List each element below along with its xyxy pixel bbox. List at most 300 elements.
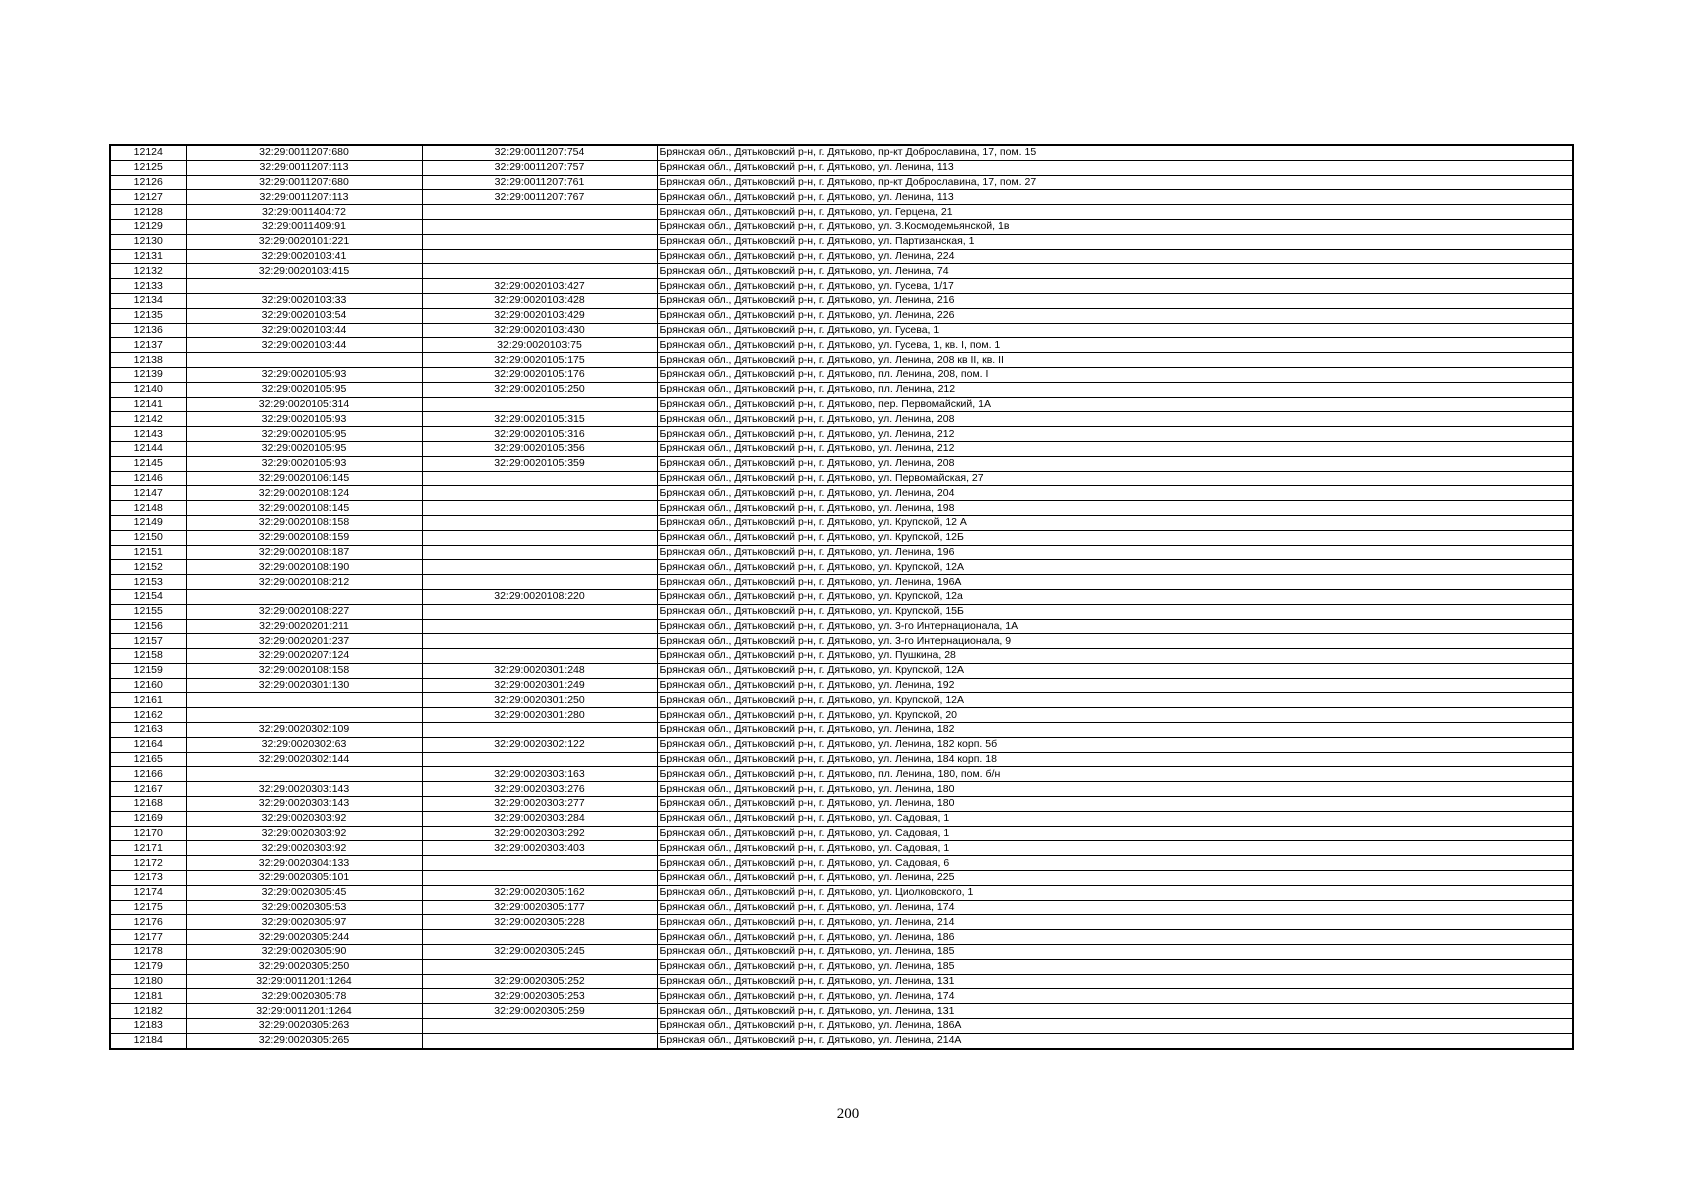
address-cell: Брянская обл., Дятьковский р-н, г. Дятьково, ул. Крупской, 12А	[657, 693, 1573, 708]
table-row	[110, 279, 1573, 294]
cadastral-number-cell: 32:29:0020108:158	[186, 515, 422, 530]
address-cell: Брянская обл., Дятьковский р-н, г. Дятьково, ул. Ленина, 192	[657, 678, 1573, 693]
address-cell: Брянская обл., Дятьковский р-н, г. Дятьково, ул. Ленина, 225	[657, 871, 1573, 886]
address-cell: Брянская обл., Дятьковский р-н, г. Дятьково, ул. Ленина, 131	[657, 1004, 1573, 1019]
address-cell: Брянская обл., Дятьковский р-н, г. Дятьково, ул. Ленина, 182	[657, 723, 1573, 738]
cadastral-number-cell: 32:29:0020101:221	[186, 234, 422, 249]
linked-cadastral-number-cell	[422, 560, 657, 575]
linked-cadastral-number-cell	[422, 249, 657, 264]
table-row	[110, 293, 1573, 308]
cadastral-number-cell	[186, 693, 422, 708]
linked-cadastral-number-cell	[422, 397, 657, 412]
table-row	[110, 737, 1573, 752]
linked-cadastral-number-cell	[422, 575, 657, 590]
cadastral-number-cell: 32:29:0020303:92	[186, 826, 422, 841]
cadastral-number-cell: 32:29:0020108:212	[186, 575, 422, 590]
registry-table-body	[110, 145, 1573, 1049]
address-cell: Брянская обл., Дятьковский р-н, г. Дятьково, ул. Ленина, 224	[657, 249, 1573, 264]
cadastral-number-cell: 32:29:0020103:33	[186, 293, 422, 308]
cadastral-number-cell: 32:29:0011409:91	[186, 219, 422, 234]
table-row	[110, 589, 1573, 604]
row-number-cell: 12160	[110, 678, 186, 693]
cadastral-number-cell: 32:29:0020201:211	[186, 619, 422, 634]
cadastral-number-cell: 32:29:0020303:143	[186, 782, 422, 797]
table-row	[110, 885, 1573, 900]
row-number-cell: 12151	[110, 545, 186, 560]
cadastral-number-cell: 32:29:0020103:415	[186, 264, 422, 279]
address-cell: Брянская обл., Дятьковский р-н, г. Дятьково, ул. Крупской, 12А	[657, 663, 1573, 678]
address-cell: Брянская обл., Дятьковский р-н, г. Дятьково, ул. Крупской, 15Б	[657, 604, 1573, 619]
address-cell: Брянская обл., Дятьковский р-н, г. Дятьково, ул. Ленина, 185	[657, 945, 1573, 960]
linked-cadastral-number-cell	[422, 634, 657, 649]
linked-cadastral-number-cell: 32:29:0020305:259	[422, 1004, 657, 1019]
address-cell: Брянская обл., Дятьковский р-н, г. Дятьково, пл. Ленина, 180, пом. б/н	[657, 767, 1573, 782]
cadastral-number-cell: 32:29:0020305:244	[186, 930, 422, 945]
row-number-cell: 12145	[110, 456, 186, 471]
row-number-cell: 12178	[110, 945, 186, 960]
cadastral-number-cell: 32:29:0020304:133	[186, 856, 422, 871]
address-cell: Брянская обл., Дятьковский р-н, г. Дятьково, ул. Первомайская, 27	[657, 471, 1573, 486]
row-number-cell: 12163	[110, 723, 186, 738]
table-row	[110, 530, 1573, 545]
table-row	[110, 856, 1573, 871]
address-cell: Брянская обл., Дятьковский р-н, г. Дятьково, ул. Ленина, 174	[657, 989, 1573, 1004]
address-cell: Брянская обл., Дятьковский р-н, г. Дятьково, ул. Партизанская, 1	[657, 234, 1573, 249]
address-cell: Брянская обл., Дятьковский р-н, г. Дятьково, ул. Ленина, 196	[657, 545, 1573, 560]
linked-cadastral-number-cell: 32:29:0020303:163	[422, 767, 657, 782]
table-row	[110, 575, 1573, 590]
address-cell: Брянская обл., Дятьковский р-н, г. Дятьково, ул. Ленина, 212	[657, 427, 1573, 442]
cadastral-number-cell: 32:29:0020303:143	[186, 797, 422, 812]
linked-cadastral-number-cell: 32:29:0020105:356	[422, 441, 657, 456]
row-number-cell: 12124	[110, 145, 186, 160]
table-row	[110, 412, 1573, 427]
cadastral-number-cell: 32:29:0020105:95	[186, 382, 422, 397]
cadastral-number-cell: 32:29:0011201:1264	[186, 974, 422, 989]
row-number-cell: 12128	[110, 205, 186, 220]
address-cell: Брянская обл., Дятьковский р-н, г. Дятьково, ул. Ленина, 185	[657, 959, 1573, 974]
row-number-cell: 12133	[110, 279, 186, 294]
table-row	[110, 219, 1573, 234]
address-cell: Брянская обл., Дятьковский р-н, г. Дятьково, ул. Гусева, 1, кв. I, пом. 1	[657, 338, 1573, 353]
address-cell: Брянская обл., Дятьковский р-н, г. Дятьково, ул. Крупской, 12Б	[657, 530, 1573, 545]
linked-cadastral-number-cell	[422, 930, 657, 945]
address-cell: Брянская обл., Дятьковский р-н, г. Дятьково, ул. З.Космодемьянской, 1в	[657, 219, 1573, 234]
row-number-cell: 12168	[110, 797, 186, 812]
address-cell: Брянская обл., Дятьковский р-н, г. Дятьково, ул. Ленина, 214А	[657, 1033, 1573, 1048]
row-number-cell: 12146	[110, 471, 186, 486]
cadastral-number-cell: 32:29:0020103:44	[186, 338, 422, 353]
address-cell: Брянская обл., Дятьковский р-н, г. Дятьково, ул. 3-го Интернационала, 9	[657, 634, 1573, 649]
address-cell: Брянская обл., Дятьковский р-н, г. Дятьково, пр-кт Доброславина, 17, пом. 15	[657, 145, 1573, 160]
address-cell: Брянская обл., Дятьковский р-н, г. Дятьково, ул. Ленина, 196А	[657, 575, 1573, 590]
row-number-cell: 12152	[110, 560, 186, 575]
linked-cadastral-number-cell: 32:29:0011207:754	[422, 145, 657, 160]
cadastral-number-cell: 32:29:0020305:250	[186, 959, 422, 974]
table-row	[110, 323, 1573, 338]
table-row	[110, 427, 1573, 442]
linked-cadastral-number-cell	[422, 1019, 657, 1034]
table-row	[110, 382, 1573, 397]
row-number-cell: 12129	[110, 219, 186, 234]
cadastral-number-cell: 32:29:0020108:158	[186, 663, 422, 678]
row-number-cell: 12139	[110, 367, 186, 382]
linked-cadastral-number-cell: 32:29:0011207:761	[422, 175, 657, 190]
address-cell: Брянская обл., Дятьковский р-н, г. Дятьково, ул. Крупской, 12а	[657, 589, 1573, 604]
address-cell: Брянская обл., Дятьковский р-н, г. Дятьково, ул. Садовая, 1	[657, 841, 1573, 856]
cadastral-number-cell: 32:29:0011201:1264	[186, 1004, 422, 1019]
row-number-cell: 12161	[110, 693, 186, 708]
linked-cadastral-number-cell	[422, 515, 657, 530]
address-cell: Брянская обл., Дятьковский р-н, г. Дятьково, ул. Крупской, 12 А	[657, 515, 1573, 530]
linked-cadastral-number-cell	[422, 545, 657, 560]
address-cell: Брянская обл., Дятьковский р-н, г. Дятьково, ул. Ленина, 74	[657, 264, 1573, 279]
table-row	[110, 811, 1573, 826]
linked-cadastral-number-cell: 32:29:0020108:220	[422, 589, 657, 604]
row-number-cell: 12143	[110, 427, 186, 442]
linked-cadastral-number-cell	[422, 871, 657, 886]
table-row	[110, 797, 1573, 812]
linked-cadastral-number-cell	[422, 205, 657, 220]
table-row	[110, 308, 1573, 323]
table-row	[110, 353, 1573, 368]
cadastral-number-cell	[186, 767, 422, 782]
table-row	[110, 190, 1573, 205]
linked-cadastral-number-cell	[422, 219, 657, 234]
cadastral-number-cell: 32:29:0020105:93	[186, 367, 422, 382]
table-row	[110, 145, 1573, 160]
row-number-cell: 12153	[110, 575, 186, 590]
address-cell: Брянская обл., Дятьковский р-н, г. Дятьково, ул. Ленина, 184 корп. 18	[657, 752, 1573, 767]
table-row	[110, 205, 1573, 220]
linked-cadastral-number-cell: 32:29:0020105:315	[422, 412, 657, 427]
cadastral-number-cell: 32:29:0020108:227	[186, 604, 422, 619]
cadastral-number-cell: 32:29:0020105:95	[186, 441, 422, 456]
row-number-cell: 12183	[110, 1019, 186, 1034]
cadastral-number-cell	[186, 353, 422, 368]
table-row	[110, 989, 1573, 1004]
cadastral-number-cell: 32:29:0011207:113	[186, 190, 422, 205]
row-number-cell: 12180	[110, 974, 186, 989]
linked-cadastral-number-cell	[422, 604, 657, 619]
cadastral-number-cell: 32:29:0011207:113	[186, 160, 422, 175]
cadastral-number-cell: 32:29:0020305:53	[186, 900, 422, 915]
table-row	[110, 1019, 1573, 1034]
cadastral-number-cell: 32:29:0020301:130	[186, 678, 422, 693]
address-cell: Брянская обл., Дятьковский р-н, г. Дятьково, ул. Ленина, 174	[657, 900, 1573, 915]
address-cell: Брянская обл., Дятьковский р-н, г. Дятьково, ул. Ленина, 216	[657, 293, 1573, 308]
row-number-cell: 12140	[110, 382, 186, 397]
address-cell: Брянская обл., Дятьковский р-н, г. Дятьково, пл. Ленина, 208, пом. I	[657, 367, 1573, 382]
cadastral-number-cell: 32:29:0020103:44	[186, 323, 422, 338]
row-number-cell: 12131	[110, 249, 186, 264]
row-number-cell: 12157	[110, 634, 186, 649]
cadastral-number-cell: 32:29:0020103:54	[186, 308, 422, 323]
cadastral-number-cell: 32:29:0020302:63	[186, 737, 422, 752]
cadastral-number-cell: 32:29:0020302:144	[186, 752, 422, 767]
row-number-cell: 12130	[110, 234, 186, 249]
row-number-cell: 12172	[110, 856, 186, 871]
table-row	[110, 367, 1573, 382]
table-row	[110, 693, 1573, 708]
linked-cadastral-number-cell: 32:29:0020105:250	[422, 382, 657, 397]
registry-table	[109, 144, 1574, 1050]
address-cell: Брянская обл., Дятьковский р-н, г. Дятьково, ул. Ленина, 182 корп. 5б	[657, 737, 1573, 752]
table-row	[110, 649, 1573, 664]
table-row	[110, 945, 1573, 960]
table-row	[110, 604, 1573, 619]
cadastral-number-cell	[186, 279, 422, 294]
cadastral-number-cell: 32:29:0020108:159	[186, 530, 422, 545]
linked-cadastral-number-cell: 32:29:0020303:277	[422, 797, 657, 812]
row-number-cell: 12125	[110, 160, 186, 175]
address-cell: Брянская обл., Дятьковский р-н, г. Дятьково, пр-кт Доброславина, 17, пом. 27	[657, 175, 1573, 190]
address-cell: Брянская обл., Дятьковский р-н, г. Дятьково, ул. Гусева, 1/17	[657, 279, 1573, 294]
row-number-cell: 12179	[110, 959, 186, 974]
cadastral-number-cell: 32:29:0020108:190	[186, 560, 422, 575]
cadastral-number-cell: 32:29:0020108:124	[186, 486, 422, 501]
linked-cadastral-number-cell	[422, 471, 657, 486]
table-row	[110, 234, 1573, 249]
table-row	[110, 723, 1573, 738]
address-cell: Брянская обл., Дятьковский р-н, г. Дятьково, ул. Ленина, 208 кв II, кв. II	[657, 353, 1573, 368]
table-row	[110, 441, 1573, 456]
linked-cadastral-number-cell: 32:29:0011207:767	[422, 190, 657, 205]
row-number-cell: 12144	[110, 441, 186, 456]
row-number-cell: 12159	[110, 663, 186, 678]
linked-cadastral-number-cell	[422, 856, 657, 871]
address-cell: Брянская обл., Дятьковский р-н, г. Дятьково, ул. 3-го Интернационала, 1А	[657, 619, 1573, 634]
table-row	[110, 915, 1573, 930]
row-number-cell: 12158	[110, 649, 186, 664]
row-number-cell: 12174	[110, 885, 186, 900]
cadastral-number-cell: 32:29:0020303:92	[186, 811, 422, 826]
row-number-cell: 12136	[110, 323, 186, 338]
row-number-cell: 12138	[110, 353, 186, 368]
address-cell: Брянская обл., Дятьковский р-н, г. Дятьково, пер. Первомайский, 1А	[657, 397, 1573, 412]
cadastral-number-cell: 32:29:0020302:109	[186, 723, 422, 738]
cadastral-number-cell: 32:29:0020108:187	[186, 545, 422, 560]
address-cell: Брянская обл., Дятьковский р-н, г. Дятьково, ул. Пушкина, 28	[657, 649, 1573, 664]
linked-cadastral-number-cell: 32:29:0020305:162	[422, 885, 657, 900]
table-row	[110, 1033, 1573, 1048]
linked-cadastral-number-cell: 32:29:0020103:75	[422, 338, 657, 353]
row-number-cell: 12137	[110, 338, 186, 353]
row-number-cell: 12177	[110, 930, 186, 945]
table-row	[110, 974, 1573, 989]
address-cell: Брянская обл., Дятьковский р-н, г. Дятьково, ул. Ленина, 226	[657, 308, 1573, 323]
row-number-cell: 12134	[110, 293, 186, 308]
address-cell: Брянская обл., Дятьковский р-н, г. Дятьково, ул. Садовая, 1	[657, 826, 1573, 841]
row-number-cell: 12181	[110, 989, 186, 1004]
address-cell: Брянская обл., Дятьковский р-н, г. Дятьково, ул. Ленина, 208	[657, 412, 1573, 427]
address-cell: Брянская обл., Дятьковский р-н, г. Дятьково, ул. Ленина, 204	[657, 486, 1573, 501]
address-cell: Брянская обл., Дятьковский р-н, г. Дятьково, ул. Гусева, 1	[657, 323, 1573, 338]
linked-cadastral-number-cell: 32:29:0020305:177	[422, 900, 657, 915]
cadastral-number-cell: 32:29:0020108:145	[186, 501, 422, 516]
page-number: 200	[836, 1106, 860, 1122]
row-number-cell: 12150	[110, 530, 186, 545]
cadastral-number-cell: 32:29:0020105:93	[186, 456, 422, 471]
row-number-cell: 12164	[110, 737, 186, 752]
cadastral-number-cell	[186, 708, 422, 723]
table-row	[110, 486, 1573, 501]
linked-cadastral-number-cell	[422, 959, 657, 974]
table-row	[110, 560, 1573, 575]
cadastral-number-cell	[186, 589, 422, 604]
table-row	[110, 1004, 1573, 1019]
linked-cadastral-number-cell: 32:29:0020305:228	[422, 915, 657, 930]
row-number-cell: 12135	[110, 308, 186, 323]
cadastral-number-cell: 32:29:0020105:314	[186, 397, 422, 412]
cadastral-number-cell: 32:29:0020303:92	[186, 841, 422, 856]
table-row	[110, 264, 1573, 279]
cadastral-number-cell: 32:29:0020103:41	[186, 249, 422, 264]
row-number-cell: 12154	[110, 589, 186, 604]
linked-cadastral-number-cell: 32:29:0020301:280	[422, 708, 657, 723]
linked-cadastral-number-cell: 32:29:0011207:757	[422, 160, 657, 175]
row-number-cell: 12127	[110, 190, 186, 205]
table-row	[110, 160, 1573, 175]
row-number-cell: 12149	[110, 515, 186, 530]
address-cell: Брянская обл., Дятьковский р-н, г. Дятьково, ул. Ленина, 131	[657, 974, 1573, 989]
linked-cadastral-number-cell: 32:29:0020301:250	[422, 693, 657, 708]
address-cell: Брянская обл., Дятьковский р-н, г. Дятьково, ул. Ленина, 198	[657, 501, 1573, 516]
linked-cadastral-number-cell	[422, 264, 657, 279]
address-cell: Брянская обл., Дятьковский р-н, г. Дятьково, ул. Ленина, 180	[657, 782, 1573, 797]
row-number-cell: 12182	[110, 1004, 186, 1019]
table-row	[110, 501, 1573, 516]
linked-cadastral-number-cell: 32:29:0020105:359	[422, 456, 657, 471]
linked-cadastral-number-cell: 32:29:0020302:122	[422, 737, 657, 752]
linked-cadastral-number-cell	[422, 234, 657, 249]
table-row	[110, 634, 1573, 649]
table-row	[110, 471, 1573, 486]
row-number-cell: 12142	[110, 412, 186, 427]
table-row	[110, 397, 1573, 412]
linked-cadastral-number-cell	[422, 1033, 657, 1048]
table-row	[110, 619, 1573, 634]
row-number-cell: 12165	[110, 752, 186, 767]
linked-cadastral-number-cell: 32:29:0020301:248	[422, 663, 657, 678]
row-number-cell: 12175	[110, 900, 186, 915]
address-cell: Брянская обл., Дятьковский р-н, г. Дятьково, ул. Крупской, 20	[657, 708, 1573, 723]
linked-cadastral-number-cell	[422, 649, 657, 664]
linked-cadastral-number-cell: 32:29:0020303:284	[422, 811, 657, 826]
table-row	[110, 708, 1573, 723]
cadastral-number-cell: 32:29:0020207:124	[186, 649, 422, 664]
row-number-cell: 12166	[110, 767, 186, 782]
address-cell: Брянская обл., Дятьковский р-н, г. Дятьково, ул. Ленина, 214	[657, 915, 1573, 930]
cadastral-number-cell: 32:29:0020305:101	[186, 871, 422, 886]
cadastral-number-cell: 32:29:0020305:265	[186, 1033, 422, 1048]
table-row	[110, 959, 1573, 974]
address-cell: Брянская обл., Дятьковский р-н, г. Дятьково, ул. Садовая, 6	[657, 856, 1573, 871]
row-number-cell: 12156	[110, 619, 186, 634]
table-row	[110, 900, 1573, 915]
row-number-cell: 12148	[110, 501, 186, 516]
table-row	[110, 826, 1573, 841]
table-row	[110, 871, 1573, 886]
table-row	[110, 175, 1573, 190]
address-cell: Брянская обл., Дятьковский р-н, г. Дятьково, ул. Герцена, 21	[657, 205, 1573, 220]
linked-cadastral-number-cell: 32:29:0020103:428	[422, 293, 657, 308]
row-number-cell: 12169	[110, 811, 186, 826]
linked-cadastral-number-cell: 32:29:0020301:249	[422, 678, 657, 693]
linked-cadastral-number-cell: 32:29:0020103:427	[422, 279, 657, 294]
cadastral-number-cell: 32:29:0020105:93	[186, 412, 422, 427]
linked-cadastral-number-cell: 32:29:0020105:175	[422, 353, 657, 368]
linked-cadastral-number-cell: 32:29:0020105:176	[422, 367, 657, 382]
table-row	[110, 678, 1573, 693]
linked-cadastral-number-cell: 32:29:0020305:245	[422, 945, 657, 960]
address-cell: Брянская обл., Дятьковский р-н, г. Дятьково, ул. Ленина, 186	[657, 930, 1573, 945]
table-row	[110, 515, 1573, 530]
row-number-cell: 12170	[110, 826, 186, 841]
linked-cadastral-number-cell: 32:29:0020305:253	[422, 989, 657, 1004]
linked-cadastral-number-cell: 32:29:0020105:316	[422, 427, 657, 442]
table-row	[110, 249, 1573, 264]
table-row	[110, 545, 1573, 560]
cadastral-number-cell: 32:29:0020106:145	[186, 471, 422, 486]
table-row	[110, 752, 1573, 767]
address-cell: Брянская обл., Дятьковский р-н, г. Дятьково, ул. Ленина, 208	[657, 456, 1573, 471]
address-cell: Брянская обл., Дятьковский р-н, г. Дятьково, ул. Циолковского, 1	[657, 885, 1573, 900]
linked-cadastral-number-cell: 32:29:0020303:292	[422, 826, 657, 841]
address-cell: Брянская обл., Дятьковский р-н, г. Дятьково, ул. Ленина, 180	[657, 797, 1573, 812]
row-number-cell: 12176	[110, 915, 186, 930]
linked-cadastral-number-cell	[422, 723, 657, 738]
cadastral-number-cell: 32:29:0011404:72	[186, 205, 422, 220]
cadastral-number-cell: 32:29:0020305:78	[186, 989, 422, 1004]
row-number-cell: 12171	[110, 841, 186, 856]
table-row	[110, 782, 1573, 797]
linked-cadastral-number-cell	[422, 486, 657, 501]
cadastral-number-cell: 32:29:0020305:97	[186, 915, 422, 930]
row-number-cell: 12173	[110, 871, 186, 886]
row-number-cell: 12167	[110, 782, 186, 797]
address-cell: Брянская обл., Дятьковский р-н, г. Дятьково, ул. Крупской, 12А	[657, 560, 1573, 575]
table-row	[110, 841, 1573, 856]
cadastral-number-cell: 32:29:0011207:680	[186, 145, 422, 160]
table-row	[110, 338, 1573, 353]
address-cell: Брянская обл., Дятьковский р-н, г. Дятьково, ул. Ленина, 113	[657, 190, 1573, 205]
table-row	[110, 767, 1573, 782]
cadastral-number-cell: 32:29:0011207:680	[186, 175, 422, 190]
linked-cadastral-number-cell: 32:29:0020305:252	[422, 974, 657, 989]
cadastral-number-cell: 32:29:0020105:95	[186, 427, 422, 442]
address-cell: Брянская обл., Дятьковский р-н, г. Дятьково, ул. Садовая, 1	[657, 811, 1573, 826]
address-cell: Брянская обл., Дятьковский р-н, г. Дятьково, ул. Ленина, 113	[657, 160, 1573, 175]
cadastral-number-cell: 32:29:0020201:237	[186, 634, 422, 649]
table-row	[110, 930, 1573, 945]
row-number-cell: 12162	[110, 708, 186, 723]
cadastral-number-cell: 32:29:0020305:90	[186, 945, 422, 960]
row-number-cell: 12184	[110, 1033, 186, 1048]
linked-cadastral-number-cell: 32:29:0020303:403	[422, 841, 657, 856]
linked-cadastral-number-cell	[422, 501, 657, 516]
linked-cadastral-number-cell: 32:29:0020103:429	[422, 308, 657, 323]
row-number-cell: 12141	[110, 397, 186, 412]
row-number-cell: 12155	[110, 604, 186, 619]
address-cell: Брянская обл., Дятьковский р-н, г. Дятьково, ул. Ленина, 212	[657, 441, 1573, 456]
linked-cadastral-number-cell: 32:29:0020303:276	[422, 782, 657, 797]
linked-cadastral-number-cell	[422, 530, 657, 545]
address-cell: Брянская обл., Дятьковский р-н, г. Дятьково, ул. Ленина, 186А	[657, 1019, 1573, 1034]
linked-cadastral-number-cell	[422, 619, 657, 634]
linked-cadastral-number-cell	[422, 752, 657, 767]
cadastral-number-cell: 32:29:0020305:263	[186, 1019, 422, 1034]
